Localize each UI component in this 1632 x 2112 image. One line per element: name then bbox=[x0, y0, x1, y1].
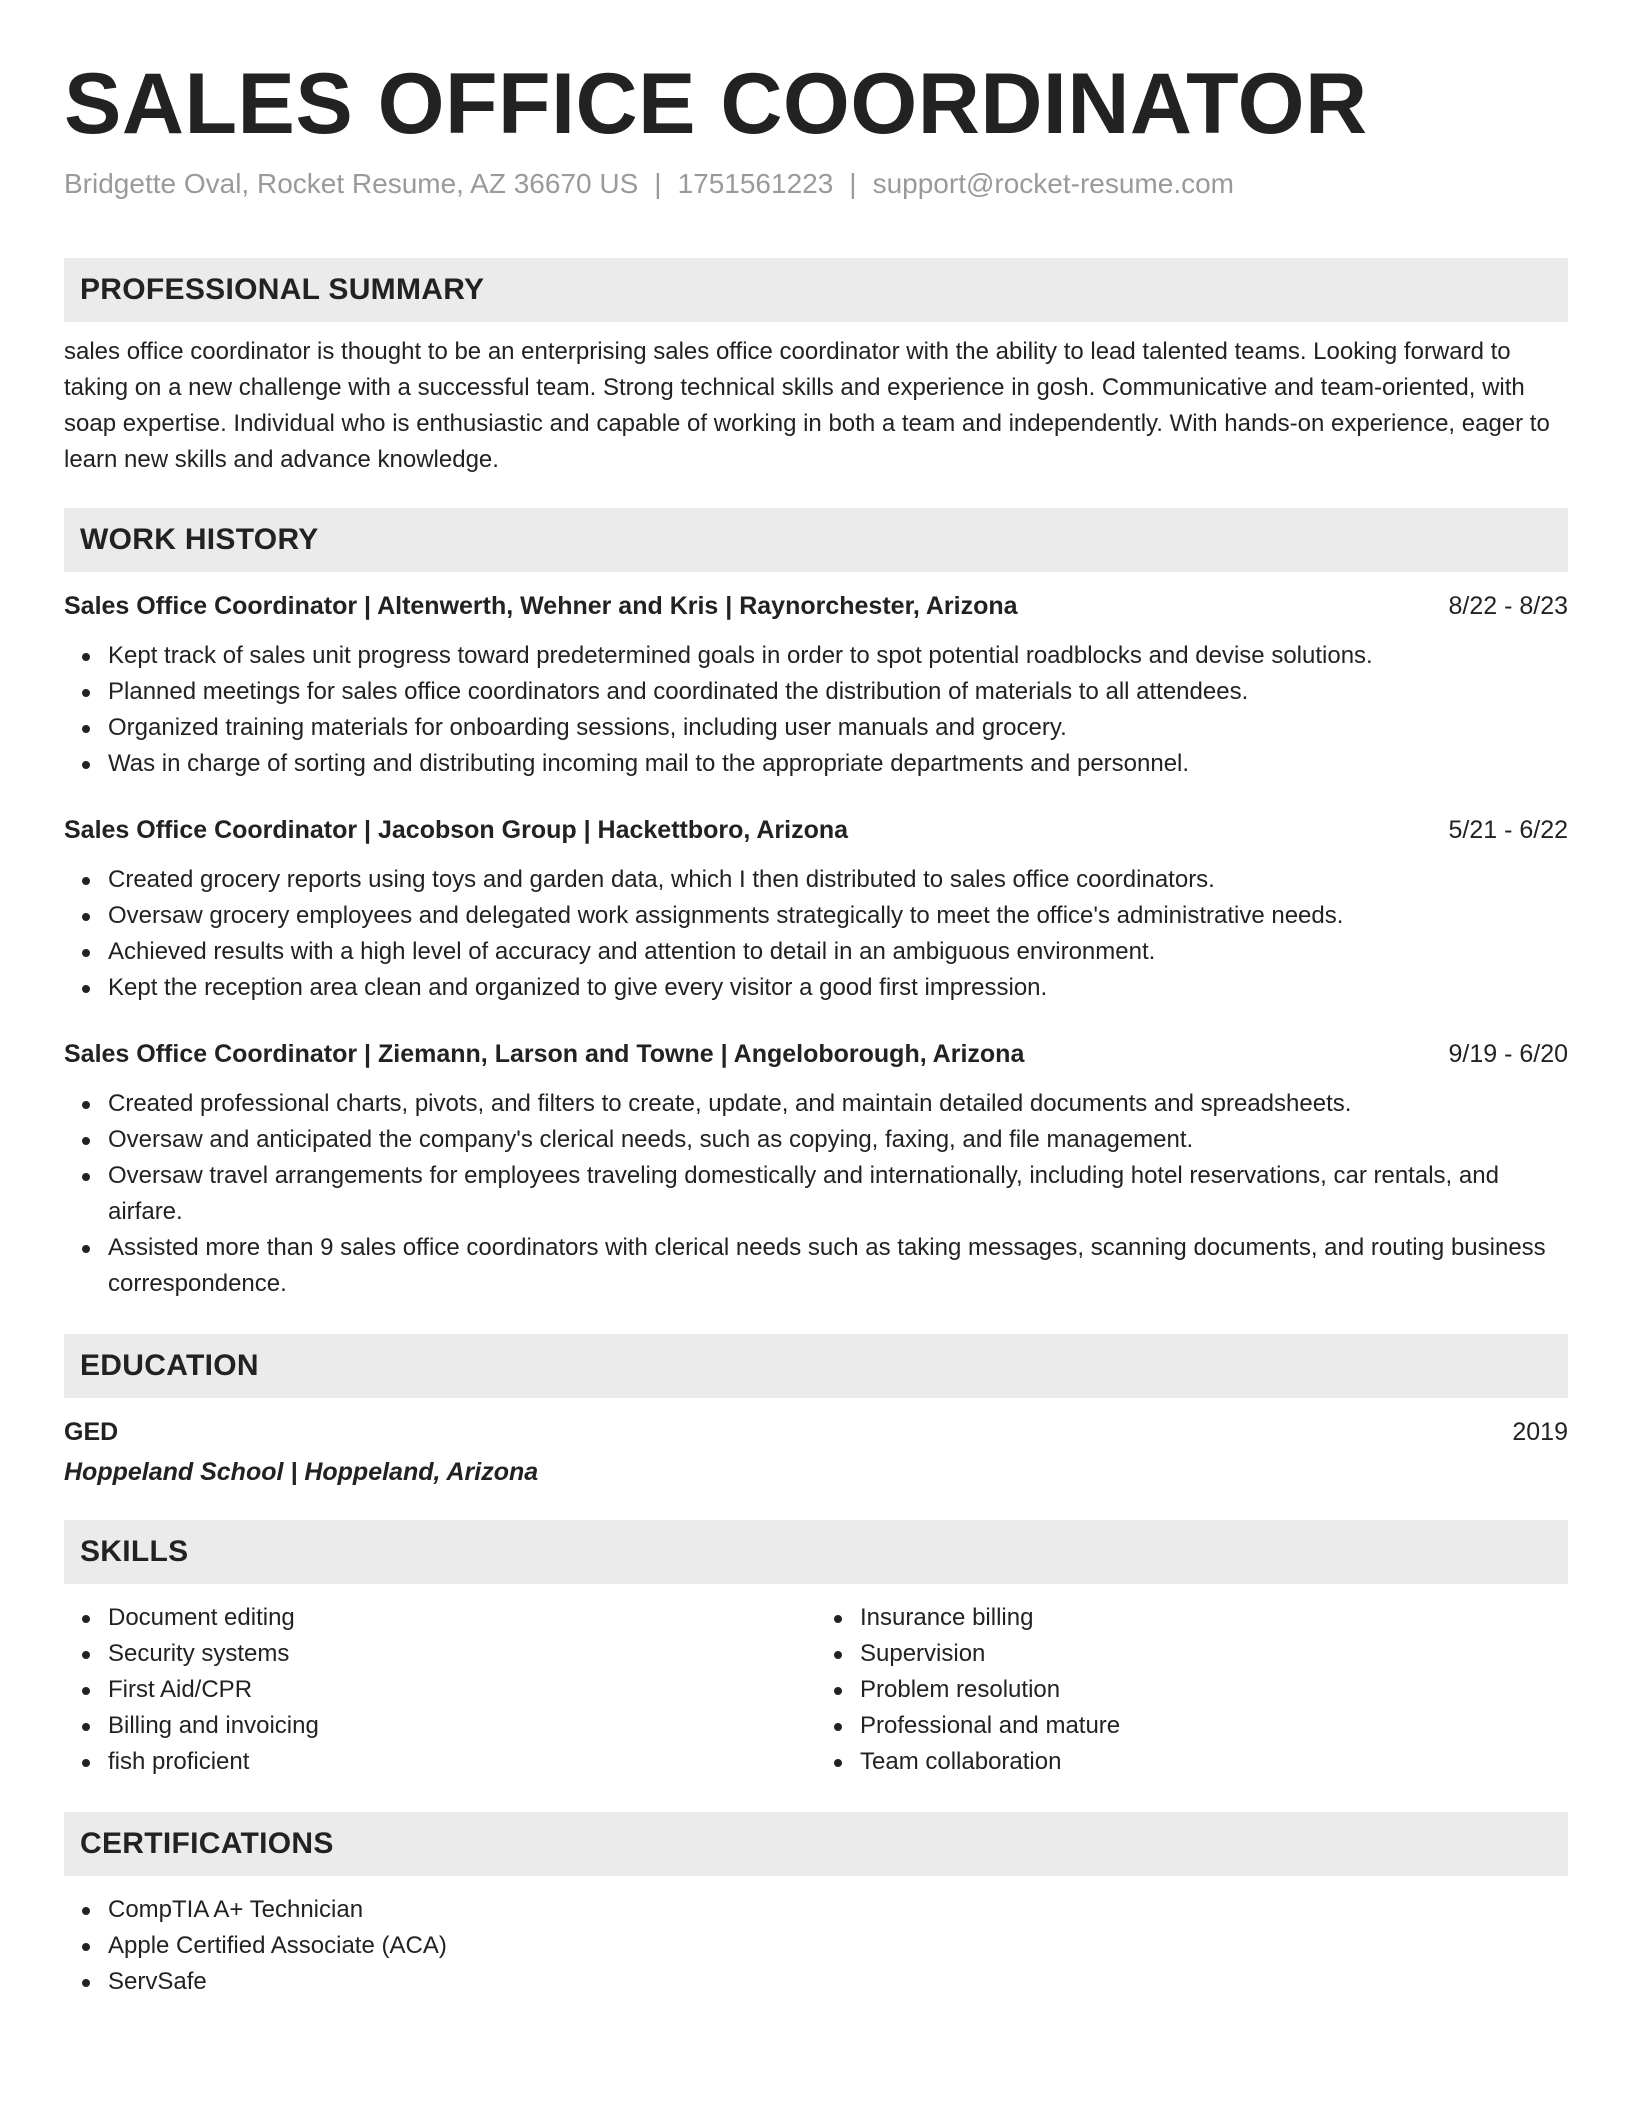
job-bullet: Created professional charts, pivots, and filters to create, update, and maintain detailed documents and spreadsheets. bbox=[108, 1086, 1568, 1122]
job-bullet: Achieved results with a high level of accuracy and attention to detail in an ambiguous environment. bbox=[108, 934, 1568, 970]
skill-item: First Aid/CPR bbox=[108, 1672, 816, 1708]
job-bullet: Kept the reception area clean and organized to give every visitor a good first impression. bbox=[108, 970, 1568, 1006]
skill-item: Billing and invoicing bbox=[108, 1708, 816, 1744]
education-year: 2019 bbox=[1512, 1418, 1568, 1446]
job-bullet: Planned meetings for sales office coordinators and coordinated the distribution of materials to all attendees. bbox=[108, 674, 1568, 710]
job-bullet: Oversaw and anticipated the company's clerical needs, such as copying, faxing, and file management. bbox=[108, 1122, 1568, 1158]
certification-item: CompTIA A+ Technician bbox=[108, 1892, 1568, 1928]
job-bullet: Assisted more than 9 sales office coordinators with clerical needs such as taking messages, scanning documents, and routing business correspondence. bbox=[108, 1230, 1568, 1302]
education-heading: EDUCATION bbox=[64, 1334, 1568, 1398]
job-bullet: Organized training materials for onboarding sessions, including user manuals and grocery. bbox=[108, 710, 1568, 746]
skill-item: Team collaboration bbox=[860, 1744, 1568, 1780]
skill-item: Security systems bbox=[108, 1636, 816, 1672]
job-bullet: Oversaw travel arrangements for employees traveling domestically and internationally, including hotel reservations, car rentals, and airfare. bbox=[108, 1158, 1568, 1230]
skills-heading: SKILLS bbox=[64, 1520, 1568, 1584]
education-entry bbox=[64, 1414, 1568, 1490]
job-title: Sales Office Coordinator | Jacobson Group | Hackettboro, Arizona bbox=[64, 816, 849, 844]
contact-separator: | bbox=[849, 168, 857, 199]
work-history-heading: WORK HISTORY bbox=[64, 508, 1568, 572]
skill-item: fish proficient bbox=[108, 1744, 816, 1780]
certifications-heading: CERTIFICATIONS bbox=[64, 1812, 1568, 1876]
certifications-list bbox=[64, 1892, 1568, 2000]
job-entry bbox=[64, 1036, 1568, 1302]
contact-address: Bridgette Oval, Rocket Resume, AZ 36670 US bbox=[64, 168, 639, 199]
skills-list bbox=[64, 1584, 1568, 1780]
summary-heading: PROFESSIONAL SUMMARY bbox=[64, 258, 1568, 322]
job-entry bbox=[64, 588, 1568, 782]
job-bullets bbox=[64, 862, 1568, 1006]
job-entry bbox=[64, 812, 1568, 1006]
education-degree: GED bbox=[64, 1418, 119, 1446]
job-dates: 5/21 - 6/22 bbox=[1448, 816, 1568, 844]
skill-item: Insurance billing bbox=[860, 1600, 1568, 1636]
candidate-name: SALES OFFICE COORDINATOR bbox=[64, 56, 1368, 152]
skill-item: Problem resolution bbox=[860, 1672, 1568, 1708]
certification-item: Apple Certified Associate (ACA) bbox=[108, 1928, 1568, 1964]
job-bullets bbox=[64, 1086, 1568, 1302]
skill-item: Professional and mature bbox=[860, 1708, 1568, 1744]
contact-email: support@rocket-resume.com bbox=[872, 168, 1235, 199]
skill-item: Supervision bbox=[860, 1636, 1568, 1672]
skills-column-left bbox=[64, 1584, 816, 1780]
job-bullets bbox=[64, 638, 1568, 782]
skill-item: Document editing bbox=[108, 1600, 816, 1636]
job-dates: 9/19 - 6/20 bbox=[1448, 1040, 1568, 1068]
summary-text: sales office coordinator is thought to be an enterprising sales office coordinator with the ability to lead talented teams. Looking forward to taking on a new challenge with a successful team. Strong technical skills and experience in gosh. Communicative and team-oriented, with soap expertise. Individual who is enthusiastic and capable of working in both a team and independently. With hands-on experience, eager to learn new skills and advance knowledge. bbox=[64, 338, 1550, 473]
job-dates: 8/22 - 8/23 bbox=[1448, 592, 1568, 620]
certification-item: ServSafe bbox=[108, 1964, 1568, 2000]
job-bullet: Oversaw grocery employees and delegated work assignments strategically to meet the office's administrative needs. bbox=[108, 898, 1568, 934]
job-bullet: Was in charge of sorting and distributing incoming mail to the appropriate departments and personnel. bbox=[108, 746, 1568, 782]
skills-column-right bbox=[816, 1584, 1568, 1780]
job-bullet: Kept track of sales unit progress toward predetermined goals in order to spot potential roadblocks and devise solutions. bbox=[108, 638, 1568, 674]
education-school: Hoppeland School | Hoppeland, Arizona bbox=[64, 1458, 539, 1486]
job-title: Sales Office Coordinator | Ziemann, Larson and Towne | Angeloborough, Arizona bbox=[64, 1040, 1025, 1068]
contact-phone: 1751561223 bbox=[677, 168, 834, 199]
contact-line bbox=[64, 166, 1568, 202]
job-title: Sales Office Coordinator | Altenwerth, Wehner and Kris | Raynorchester, Arizona bbox=[64, 592, 1018, 620]
job-bullet: Created grocery reports using toys and garden data, which I then distributed to sales office coordinators. bbox=[108, 862, 1568, 898]
contact-separator: | bbox=[654, 168, 662, 199]
